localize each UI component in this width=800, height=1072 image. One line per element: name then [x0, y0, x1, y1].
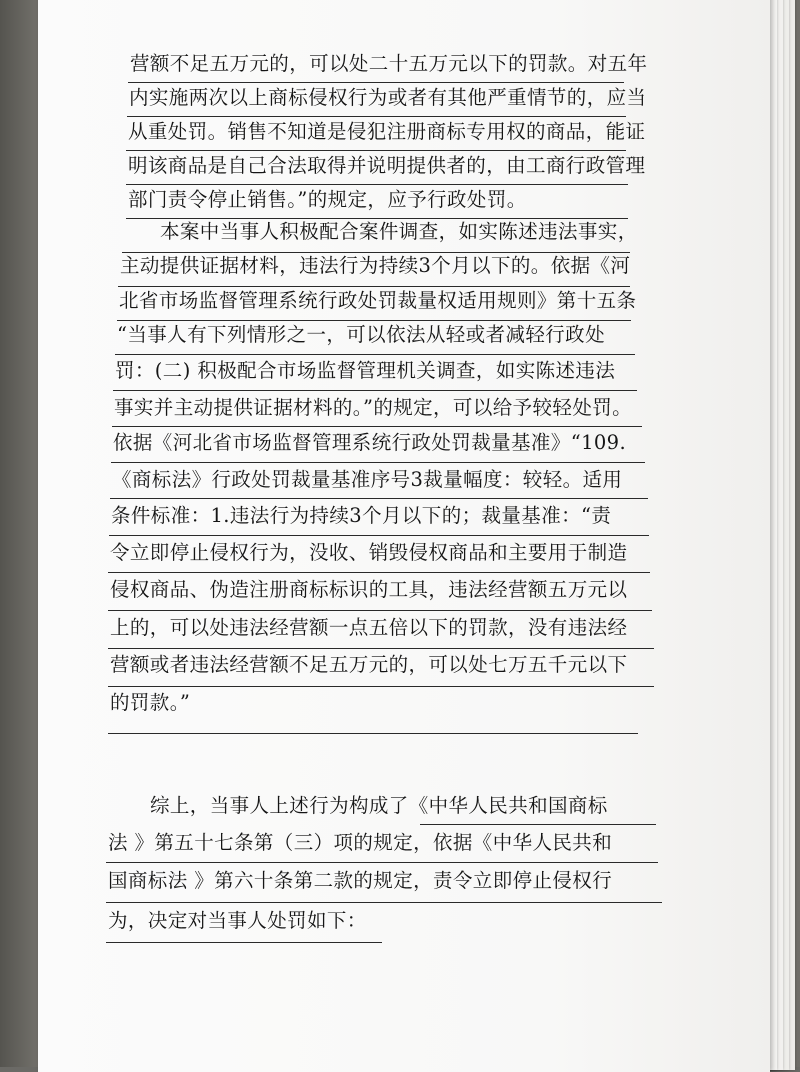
text-line: 事实并主动提供证据材料的。”的规定，可以给予较轻处罚。: [114, 396, 633, 419]
text-line: 综上，当事人上述行为构成了《中华人民共和国商标: [150, 794, 608, 817]
text-line: 《商标法》行政处罚裁量基准序号3裁量幅度：较轻。适用: [112, 468, 623, 491]
text-line: 依据《河北省市场监督管理系统行政处罚裁量基准》“109.: [113, 431, 627, 454]
text-line: 从重处罚。销售不知道是侵犯注册商标专用权的商品，能证: [128, 120, 646, 143]
handwritten-underline: [106, 902, 662, 903]
handwritten-underline: [106, 862, 658, 863]
text-line: 营额或者违法经营额不足五万元的，可以处七万五千元以下: [110, 653, 628, 676]
text-line: 上的，可以处违法经营额一点五倍以下的罚款，没有违法经: [110, 616, 628, 639]
text-line: 营额不足五万元的，可以处二十五万元以下的罚款。对五年: [130, 52, 648, 75]
text-line: 国商标法 》第六十条第二款的规定，责令立即停止侵权行: [108, 869, 613, 892]
text-line: 的罚款。”: [110, 691, 191, 714]
text-line: “当事人有下列情形之一，可以依法从轻或者减轻行政处: [117, 323, 605, 346]
handwritten-underline: [420, 824, 656, 825]
handwritten-underline: [106, 942, 382, 943]
text-line: 部门责令停止销售。”的规定，应予行政处罚。: [128, 188, 527, 211]
text-line: 条件标准：1.违法行为持续3个月以下的；裁量基准：“责: [111, 504, 612, 527]
text-line: 令立即停止侵权行为，没收、销毁侵权商品和主要用于制造: [110, 541, 628, 564]
text-line: 侵权商品、伪造注册商标标识的工具，违法经营额五万元以: [110, 578, 628, 601]
text-line: 为，决定对当事人处罚如下：: [108, 909, 367, 932]
text-line: 北省市场监督管理系统行政处罚裁量权适用规则》第十五条: [119, 289, 637, 312]
text-line: 明该商品是自己合法取得并说明提供者的，由工商行政管理: [128, 154, 646, 177]
text-line: 主动提供证据材料，违法行为持续3个月以下的。依据《河: [120, 254, 631, 277]
handwritten-underline: [108, 733, 638, 734]
text-line: 本案中当事人积极配合案件调查，如实陈述违法事实，: [160, 220, 638, 243]
text-line: 罚：(二) 积极配合市场监督管理机关调查，如实陈述违法: [115, 359, 616, 382]
text-line: 内实施两次以上商标侵权行为或者有其他严重情节的，应当: [129, 86, 647, 109]
text-line: 法 》第五十七条第（三）项的规定，依据《中华人民共和: [108, 831, 613, 854]
